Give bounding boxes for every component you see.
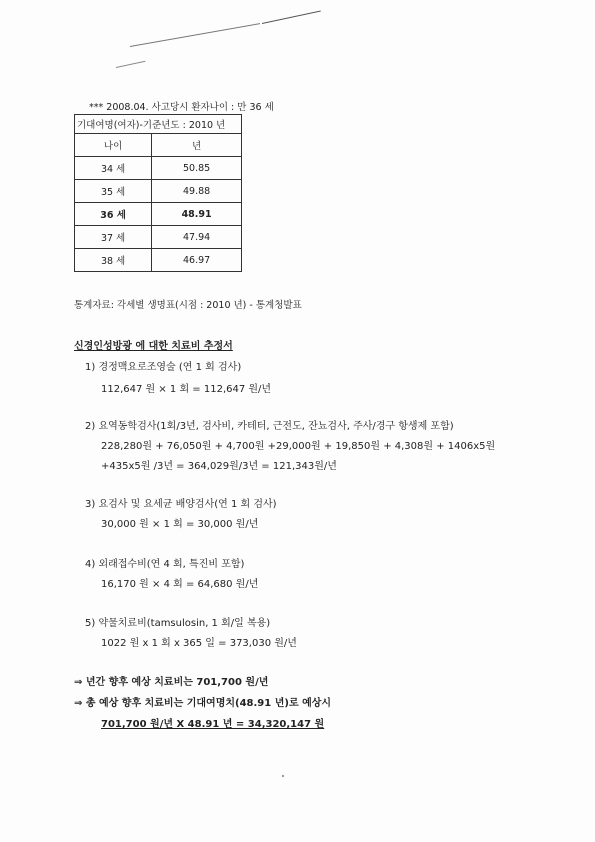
- scan-mark-line-1: [262, 11, 321, 24]
- table-row: [75, 249, 242, 272]
- section-3-title: 3) 요검사 및 요세균 배양검사(연 1 회 검사): [85, 499, 277, 510]
- section-5-title: 5) 약물치료비(tamsulosin, 1 회/일 복용): [85, 618, 271, 629]
- section-2-line-2: +435x5원 /3년 = 364,029원/3년 = 121,343원/년: [101, 461, 337, 472]
- table-row: [75, 180, 242, 203]
- total-cost-calculation: 701,700 원/년 X 48.91 년 = 34,320,147 원: [101, 719, 325, 730]
- statistics-source: 통계자료: 각세별 생명표(시점 : 2010 년) - 통계청발표: [74, 300, 302, 311]
- header-years: 년: [152, 134, 242, 157]
- section-1-line-1: 112,647 원 × 1 회 = 112,647 원/년: [101, 384, 272, 395]
- row-years: 47.94: [152, 226, 242, 249]
- section-5-line-1: 1022 원 x 1 회 x 365 일 = 373,030 원/년: [101, 638, 297, 649]
- section-3-line-1: 30,000 원 × 1 회 = 30,000 원/년: [101, 519, 259, 530]
- row-years: 46.97: [152, 249, 242, 272]
- scan-mark-line-3: [116, 61, 146, 68]
- life-expectancy-table: [74, 114, 242, 272]
- section-2-title: 2) 요역동학검사(1회/3년, 검사비, 카테터, 근전도, 잔뇨검사, 주사/경구 항생제 포함): [85, 421, 454, 432]
- scan-dot: [282, 775, 284, 777]
- row-age: 34 세: [75, 157, 152, 180]
- table-row: [75, 226, 242, 249]
- section-4-title: 4) 외래접수비(연 4 회, 특진비 포함): [85, 559, 245, 570]
- row-age: 35 세: [75, 180, 152, 203]
- section-2-line-1: 228,280원 + 76,050원 + 4,700원 +29,000원 + 19,850원 + 4,308원 + 1406x5원: [101, 441, 496, 452]
- section-1-title: 1) 경정맥요로조영술 (연 1 회 검사): [85, 362, 242, 373]
- row-years: 49.88: [152, 180, 242, 203]
- row-age: 36 세: [75, 203, 152, 226]
- row-years: 48.91: [152, 203, 242, 226]
- row-age: 38 세: [75, 249, 152, 272]
- patient-age-note: *** 2008.04. 사고당시 환자나이 : 만 36 세: [89, 102, 274, 113]
- total-cost-summary: ⇒ 총 예상 향후 치료비는 기대여명치(48.91 년)로 예상시: [74, 698, 332, 709]
- row-age: 37 세: [75, 226, 152, 249]
- annual-cost-summary: ⇒ 년간 향후 예상 치료비는 701,700 원/년: [74, 677, 269, 688]
- document-heading: 신경인성방광 에 대한 치료비 추정서: [74, 341, 233, 352]
- scan-mark-line-2: [130, 23, 260, 47]
- table-caption: 기대여명(여자)-기준년도 : 2010 년: [75, 115, 242, 134]
- table-row: [75, 157, 242, 180]
- header-age: 나이: [75, 134, 152, 157]
- row-years: 50.85: [152, 157, 242, 180]
- section-4-line-1: 16,170 원 × 4 회 = 64,680 원/년: [101, 579, 259, 590]
- table-row-highlighted: [75, 203, 242, 226]
